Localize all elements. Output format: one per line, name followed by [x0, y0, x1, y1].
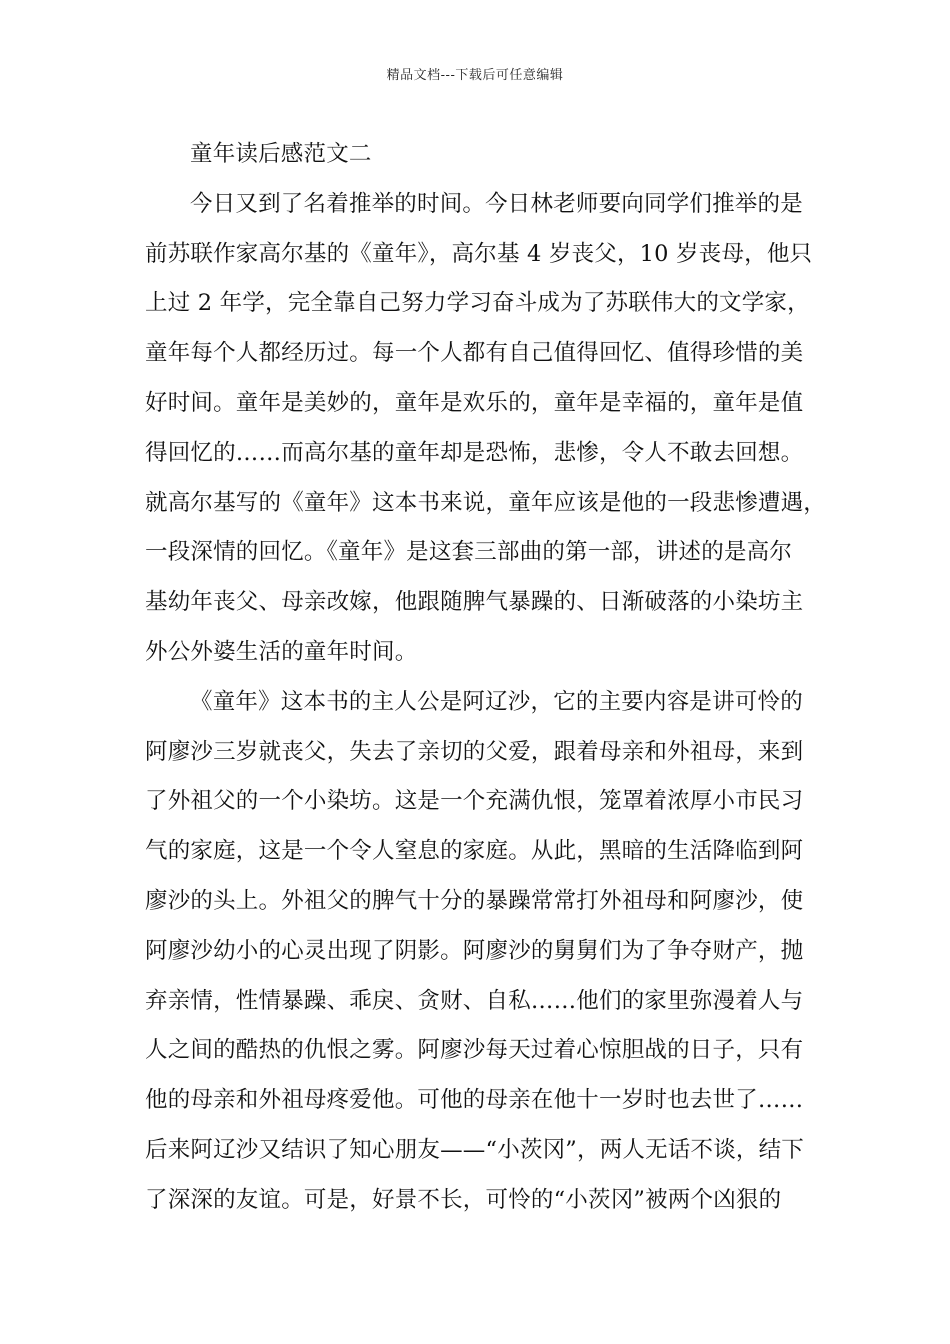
paragraph-line: 了深深的友谊。可是，好景不长，可怜的“小茨冈”被两个凶狠的 — [145, 1186, 782, 1213]
paragraph-line: 前苏联作家高尔基的《童年》，高尔基 4 岁丧父，10 岁丧母，他只 — [145, 240, 813, 267]
paragraph-line: 气的家庭，这是一个令人窒息的家庭。从此，黑暗的生活降临到阿 — [145, 838, 804, 865]
paragraph-line: 上过 2 年学，完全靠自己努力学习奋斗成为了苏联伟大的文学家， — [145, 290, 810, 317]
paragraph-line: 廖沙的头上。外祖父的脾气十分的暴躁常常打外祖母和阿廖沙，使 — [145, 887, 804, 914]
paragraph-line: 童年每个人都经历过。每一个人都有自己值得回忆、值得珍惜的美 — [145, 340, 804, 367]
paragraph-line: 后来阿辽沙又结识了知心朋友——“小茨冈”，两人无话不谈，结下 — [145, 1136, 805, 1163]
paragraph-line: 阿廖沙三岁就丧父，失去了亲切的父爱，跟着母亲和外祖母，来到 — [145, 738, 804, 765]
paragraph-line: 得回忆的……而高尔基的童年却是恐怖，悲惨，令人不敢去回想。 — [145, 439, 804, 466]
page-header: 精品文档---下载后可任意编辑 — [386, 68, 564, 83]
paragraph-line: 好时间。童年是美妙的，童年是欢乐的，童年是幸福的，童年是值 — [145, 389, 804, 416]
paragraph-line: 今日又到了名着推举的时间。今日林老师要向同学们推举的是 — [190, 190, 803, 217]
paragraph-line: 外公外婆生活的童年时间。 — [145, 638, 418, 665]
paragraph-line: 阿廖沙幼小的心灵出现了阴影。阿廖沙的舅舅们为了争夺财产，抛 — [145, 937, 804, 964]
paragraph-line: 他的母亲和外祖母疼爱他。可他的母亲在他十一岁时也去世了…… — [145, 1087, 804, 1114]
paragraph-line: 就高尔基写的《童年》这本书来说，童年应该是他的一段悲惨遭遇， — [145, 489, 827, 516]
section-title: 童年读后感范文二 — [190, 141, 372, 167]
paragraph-line: 基幼年丧父、母亲改嫁，他跟随脾气暴躁的、日渐破落的小染坊主 — [145, 589, 804, 616]
paragraph-line: 《童年》这本书的主人公是阿辽沙，它的主要内容是讲可怜的 — [190, 688, 803, 715]
paragraph-line: 了外祖父的一个小染坊。这是一个充满仇恨，笼罩着浓厚小市民习 — [145, 788, 804, 815]
paragraph-line: 弃亲情，性情暴躁、乖戾、贪财、自私……他们的家里弥漫着人与 — [145, 987, 804, 1014]
paragraph-line: 人之间的酷热的仇恨之雾。阿廖沙每天过着心惊胆战的日子，只有 — [145, 1037, 804, 1064]
document-body — [145, 130, 825, 1226]
paragraph-line: 一段深情的回忆。《童年》是这套三部曲的第一部，讲述的是高尔 — [145, 539, 793, 566]
